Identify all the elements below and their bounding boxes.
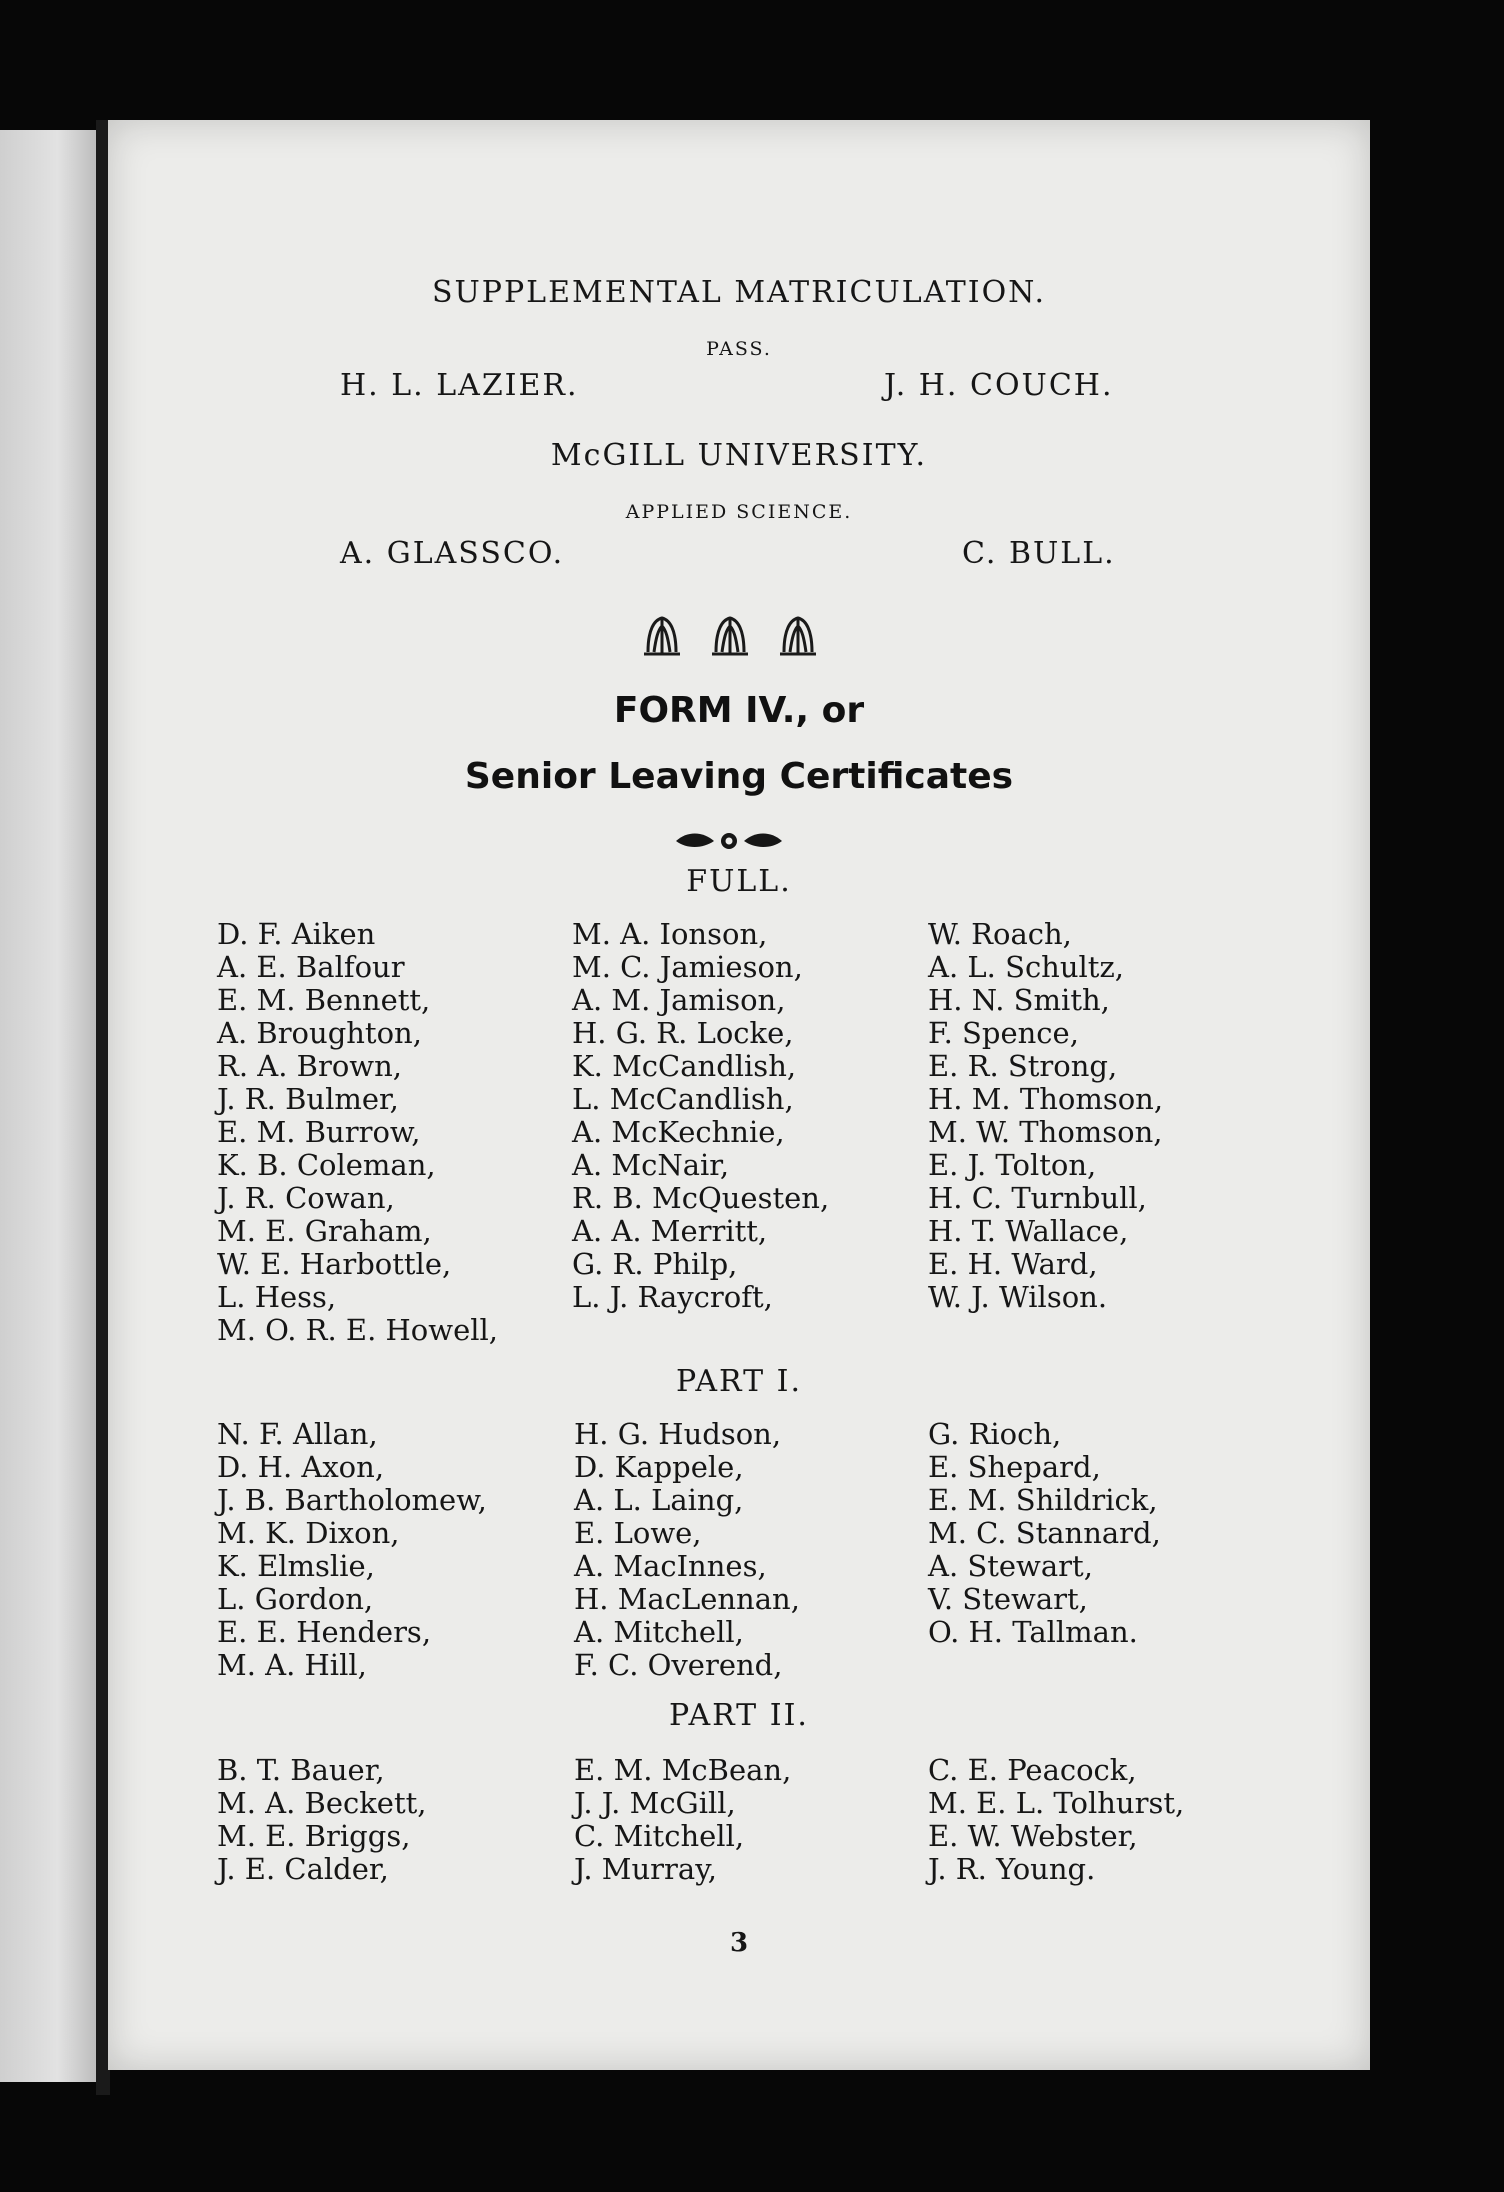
list-item: A. McNair, bbox=[572, 1148, 730, 1182]
list-item: D. H. Axon, bbox=[217, 1450, 385, 1484]
part1-list-column-1 bbox=[217, 1418, 487, 1682]
mcgill-name-right: C. BULL. bbox=[962, 536, 1116, 571]
full-heading: FULL. bbox=[686, 864, 792, 899]
list-item: H. G. Hudson, bbox=[574, 1417, 782, 1451]
list-item: A. L. Laing, bbox=[574, 1483, 744, 1517]
divider-ornament-icon bbox=[674, 828, 784, 854]
list-item: H. T. Wallace, bbox=[928, 1214, 1129, 1248]
list-item: A. MacInnes, bbox=[574, 1549, 767, 1583]
list-item: L. McCandlish, bbox=[572, 1082, 794, 1116]
list-item: E. M. Shildrick, bbox=[928, 1483, 1158, 1517]
list-item: M. A. Beckett, bbox=[217, 1786, 427, 1820]
list-item: K. B. Coleman, bbox=[217, 1148, 436, 1182]
list-item: A. Stewart, bbox=[928, 1549, 1093, 1583]
list-item: A. L. Schultz, bbox=[928, 950, 1124, 984]
list-item: V. Stewart, bbox=[928, 1582, 1088, 1616]
list-item: C. Mitchell, bbox=[574, 1819, 745, 1853]
list-item: J. B. Bartholomew, bbox=[217, 1483, 487, 1517]
list-item: A. McKechnie, bbox=[572, 1115, 785, 1149]
list-item: W. J. Wilson. bbox=[928, 1280, 1108, 1314]
list-item: R. A. Brown, bbox=[217, 1049, 403, 1083]
document-page bbox=[108, 120, 1370, 2070]
list-item: A. A. Merritt, bbox=[572, 1214, 768, 1248]
form-subtitle: Senior Leaving Certificates bbox=[464, 756, 1014, 797]
part1-list-column-3 bbox=[928, 1418, 1161, 1649]
list-item: J. R. Young. bbox=[928, 1852, 1096, 1886]
list-item: J. J. McGill, bbox=[574, 1786, 736, 1820]
list-item: M. K. Dixon, bbox=[217, 1516, 400, 1550]
list-item: M. A. Hill, bbox=[217, 1648, 367, 1682]
list-item: J. R. Cowan, bbox=[217, 1181, 395, 1215]
list-item: B. T. Bauer, bbox=[217, 1753, 385, 1787]
list-item: L. J. Raycroft, bbox=[572, 1280, 773, 1314]
list-item: J. R. Bulmer, bbox=[217, 1082, 399, 1116]
full-list-column-1 bbox=[217, 918, 498, 1347]
part2-list-column-1 bbox=[217, 1754, 427, 1886]
list-item: E. J. Tolton, bbox=[928, 1148, 1097, 1182]
list-item: E. W. Webster, bbox=[928, 1819, 1138, 1853]
part2-list-column-3 bbox=[928, 1754, 1184, 1886]
list-item: F. C. Overend, bbox=[574, 1648, 783, 1682]
list-item: F. Spence, bbox=[928, 1016, 1079, 1050]
previous-page-edge bbox=[0, 130, 96, 2082]
list-item: M. A. Ionson, bbox=[572, 917, 768, 951]
list-item: G. R. Philp, bbox=[572, 1247, 738, 1281]
list-item: L. Gordon, bbox=[217, 1582, 374, 1616]
list-item: J. Murray, bbox=[574, 1852, 717, 1886]
list-item: H. G. R. Locke, bbox=[572, 1016, 794, 1050]
list-item: L. Hess, bbox=[217, 1280, 337, 1314]
part1-list-column-2 bbox=[574, 1418, 800, 1682]
list-item: M. O. R. E. Howell, bbox=[217, 1313, 499, 1347]
list-item: E. M. McBean, bbox=[574, 1753, 792, 1787]
list-item: R. B. McQuesten, bbox=[572, 1181, 830, 1215]
list-item: C. E. Peacock, bbox=[928, 1753, 1137, 1787]
list-item: A. M. Jamison, bbox=[572, 983, 786, 1017]
list-item: M. C. Jamieson, bbox=[572, 950, 803, 984]
list-item: E. E. Henders, bbox=[217, 1615, 432, 1649]
list-item: K. McCandlish, bbox=[572, 1049, 797, 1083]
mcgill-subtitle: APPLIED SCIENCE. bbox=[625, 501, 853, 523]
list-item: W. Roach, bbox=[928, 917, 1072, 951]
mcgill-name-left: A. GLASSCO. bbox=[340, 536, 565, 571]
list-item: J. E. Calder, bbox=[217, 1852, 389, 1886]
list-item: K. Elmslie, bbox=[217, 1549, 375, 1583]
list-item: A. Broughton, bbox=[217, 1016, 422, 1050]
supplemental-title: SUPPLEMENTAL MATRICULATION. bbox=[431, 275, 1047, 310]
mcgill-title: McGILL UNIVERSITY. bbox=[550, 438, 928, 473]
list-item: M. C. Stannard, bbox=[928, 1516, 1161, 1550]
part2-heading: PART II. bbox=[669, 1698, 809, 1733]
list-item: E. H. Ward, bbox=[928, 1247, 1098, 1281]
list-item: E. Lowe, bbox=[574, 1516, 702, 1550]
part1-heading: PART I. bbox=[675, 1364, 803, 1399]
list-item: W. E. Harbottle, bbox=[217, 1247, 452, 1281]
full-list-column-3 bbox=[928, 918, 1163, 1314]
list-item: M. W. Thomson, bbox=[928, 1115, 1163, 1149]
list-item: M. E. Graham, bbox=[217, 1214, 432, 1248]
list-item: H. M. Thomson, bbox=[928, 1082, 1164, 1116]
list-item: E. M. Bennett, bbox=[217, 983, 431, 1017]
page-number: 3 bbox=[729, 1928, 749, 1958]
list-item: H. MacLennan, bbox=[574, 1582, 800, 1616]
list-item: E. R. Strong, bbox=[928, 1049, 1118, 1083]
list-item: E. M. Burrow, bbox=[217, 1115, 421, 1149]
full-list-column-2 bbox=[572, 918, 829, 1314]
list-item: N. F. Allan, bbox=[217, 1417, 378, 1451]
list-item: E. Shepard, bbox=[928, 1450, 1101, 1484]
list-item: D. F. Aiken bbox=[217, 917, 376, 951]
list-item: H. C. Turnbull, bbox=[928, 1181, 1147, 1215]
supplemental-subtitle: PASS. bbox=[706, 338, 772, 360]
list-item: G. Rioch, bbox=[928, 1417, 1062, 1451]
list-item: O. H. Tallman. bbox=[928, 1615, 1138, 1649]
list-item: D. Kappele, bbox=[574, 1450, 744, 1484]
list-item: A. Mitchell, bbox=[574, 1615, 744, 1649]
list-item: A. E. Balfour bbox=[217, 950, 405, 984]
list-item: M. E. Briggs, bbox=[217, 1819, 411, 1853]
list-item: H. N. Smith, bbox=[928, 983, 1110, 1017]
supplemental-name-right: J. H. COUCH. bbox=[884, 368, 1114, 403]
supplemental-name-left: H. L. LAZIER. bbox=[340, 368, 579, 403]
part2-list-column-2 bbox=[574, 1754, 791, 1886]
form-title: FORM IV., or bbox=[613, 690, 865, 731]
list-item: M. E. L. Tolhurst, bbox=[928, 1786, 1185, 1820]
floral-ornament-icon bbox=[636, 612, 826, 658]
